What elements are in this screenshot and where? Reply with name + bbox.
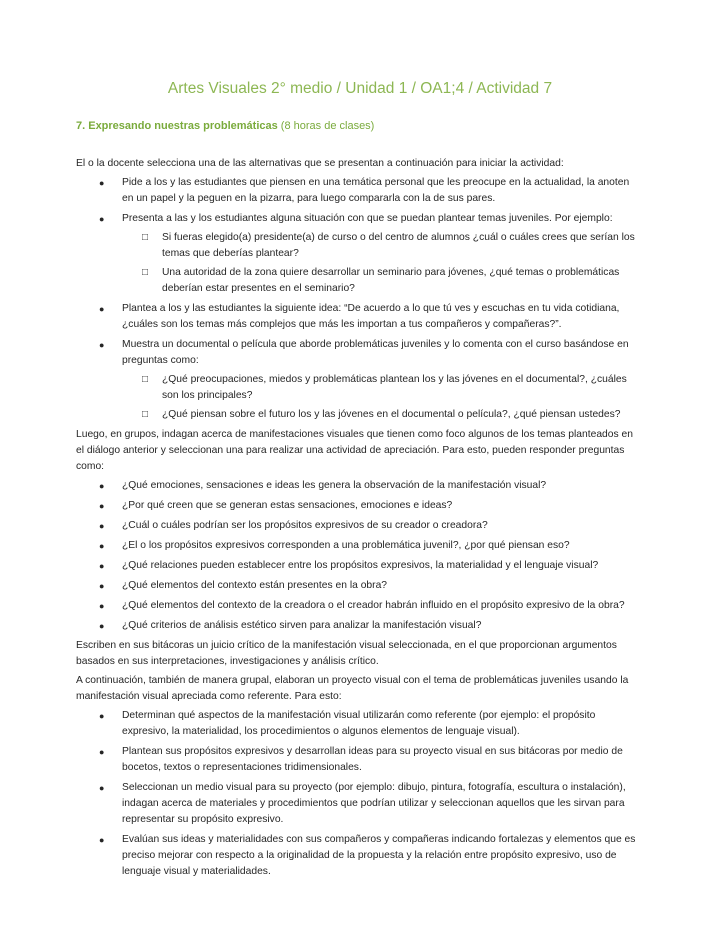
list-item [76,832,636,880]
sublist [122,230,636,297]
bullet-icon: ● [99,178,105,188]
list-item [76,211,636,297]
section-title [76,120,374,132]
write-paragraph: Escriben en sus bitácoras un juicio crítico de la manifestación visual seleccionada, en el que proporcionan argumentos basados en sus interpretaciones, investigaciones y análisis crítico. [76,640,617,667]
list-item-text: ¿Cuál o cuáles podrían ser los propósitos expresivos de su creador o creadora? [122,520,488,531]
list-item-text: Pide a los y las estudiantes que piensen en una temática personal que les preocupe en la actualidad, la anoten en un papel y la peguen en la pizarra, para luego compararla con la de sus pares. [122,177,630,204]
bullet-icon: ● [99,601,105,611]
list-item [76,708,636,740]
list-item-text: Evalúan sus ideas y materialidades con sus compañeros y compañeras indicando fortalezas y elementos que es preciso mejorar con respecto a la originalidad de la propuesta y la relación entre propósito expresivo, uso de lenguaje visual y materialidades. [122,834,636,877]
list-item-text: Determinan qué aspectos de la manifestación visual utilizarán como referente (por ejemplo: el propósito expresivo, la materialidad, los procedimientos o algunos elementos de lenguaje visual). [122,710,596,737]
bullet-icon: ● [99,835,105,845]
list-item-text: Presenta a las y los estudiantes alguna situación con que se puedan plantear temas juveniles. Por ejemplo: [122,213,613,224]
sublist-item-text: ¿Qué preocupaciones, miedos y problemáticas plantean los y las jóvenes en el documental?, ¿cuáles son los principales? [162,374,627,401]
list-item-text: ¿Qué elementos del contexto están presentes en la obra? [122,580,388,591]
bullet-icon: ● [99,521,105,531]
list-item [76,498,636,514]
alternatives-list [76,175,636,423]
list-item-text: Plantea a los y las estudiantes la siguiente idea: “De acuerdo a lo que tú ves y escuchas en tu vida cotidiana, ¿cuáles son los temas más complejos que más les importan a tus compañeros y compañeras?”. [122,303,620,330]
list-item [76,175,636,207]
list-item [76,578,636,594]
bullet-icon: ● [99,621,105,631]
bullet-icon: ● [99,481,105,491]
bullet-icon: ● [99,561,105,571]
bullet-icon: ● [99,304,105,314]
list-item [76,337,636,423]
list-item [76,780,636,828]
list-item-text: Seleccionan un medio visual para su proyecto (por ejemplo: dibujo, pintura, fotografía, escultura o instalación), indagan acerca de materiales y procedimientos que podrían utilizar y seleccionan aquellos que les sirvan para representar su propósito expresivo. [122,782,626,825]
list-item [76,558,636,574]
list-item [76,301,636,333]
bullet-icon: ● [99,340,105,350]
bullet-icon: ● [99,541,105,551]
project-paragraph: A continuación, también de manera grupal, elaboran un proyecto visual con el tema de problemáticas juveniles usando la manifestación visual apreciada como referente. Para esto: [76,675,629,702]
questions-list [76,478,636,634]
list-item-text: ¿Qué relaciones pueden establecer entre los propósitos expresivos, la materialidad y el lenguaje visual? [122,560,599,571]
list-item-text: Plantean sus propósitos expresivos y desarrollan ideas para su proyecto visual en sus bitácoras por medio de bocetos, textos o representaciones tridimensionales. [122,746,623,773]
list-item-text: Muestra un documental o película que aborde problemáticas juveniles y lo comenta con el curso basándose en preguntas como: [122,339,629,366]
sublist-item [122,372,636,404]
sublist-item-text: ¿Qué piensan sobre el futuro los y las jóvenes en el documental o película?, ¿qué piensan ustedes? [162,409,621,420]
bullet-icon: ● [99,581,105,591]
list-item [76,518,636,534]
list-item-text: ¿Qué criterios de análisis estético sirven para analizar la manifestación visual? [122,620,482,631]
square-bullet-icon: □ [142,267,149,278]
bullet-icon: ● [99,747,105,757]
groups-paragraph: Luego, en grupos, indagan acerca de manifestaciones visuales que tienen como foco algunos de los temas planteados en el diálogo anterior y seleccionan una para realizar una actividad de apreciación. Para esto, pueden responder preguntas como: [76,429,633,472]
square-bullet-icon: □ [142,374,149,385]
sublist-item-text: Si fueras elegido(a) presidente(a) de curso o del centro de alumnos ¿cuál o cuáles crees que serían los temas que deberías plantear? [162,232,635,259]
list-item [76,618,636,634]
sublist-item [122,265,636,297]
list-item [76,538,636,554]
list-item [76,478,636,494]
list-item-text: ¿El o los propósitos expresivos corresponden a una problemática juvenil?, ¿por qué piensan eso? [122,540,570,551]
list-item-text: ¿Qué emociones, sensaciones e ideas les genera la observación de la manifestación visual? [122,480,547,491]
sublist-item [122,230,636,262]
bullet-icon: ● [99,501,105,511]
square-bullet-icon: □ [142,409,149,420]
bullet-icon: ● [99,711,105,721]
list-item [76,598,636,614]
page-header: Artes Visuales 2° medio / Unidad 1 / OA1;4 / Actividad 7 [167,80,553,97]
bullet-icon: ● [99,783,105,793]
activity-body [76,156,636,884]
list-item [76,744,636,776]
intro-paragraph: El o la docente selecciona una de las alternativas que se presentan a continuación para iniciar la actividad: [76,158,564,169]
list-item-text: ¿Qué elementos del contexto de la creadora o el creador habrán influido en el propósito expresivo de la obra? [122,600,625,611]
sublist-item [122,407,636,423]
sublist-item-text: Una autoridad de la zona quiere desarrollar un seminario para jóvenes, ¿qué temas o problemáticas deberían estar presentes en el seminario? [162,267,620,294]
project-steps-list [76,708,636,880]
bullet-icon: ● [99,214,105,224]
section-title-main: 7. Expresando nuestras problemáticas [76,120,278,132]
section-title-duration: (8 horas de clases) [277,120,375,132]
sublist [122,372,636,423]
list-item-text: ¿Por qué creen que se generan estas sensaciones, emociones e ideas? [122,500,453,511]
square-bullet-icon: □ [142,232,149,243]
